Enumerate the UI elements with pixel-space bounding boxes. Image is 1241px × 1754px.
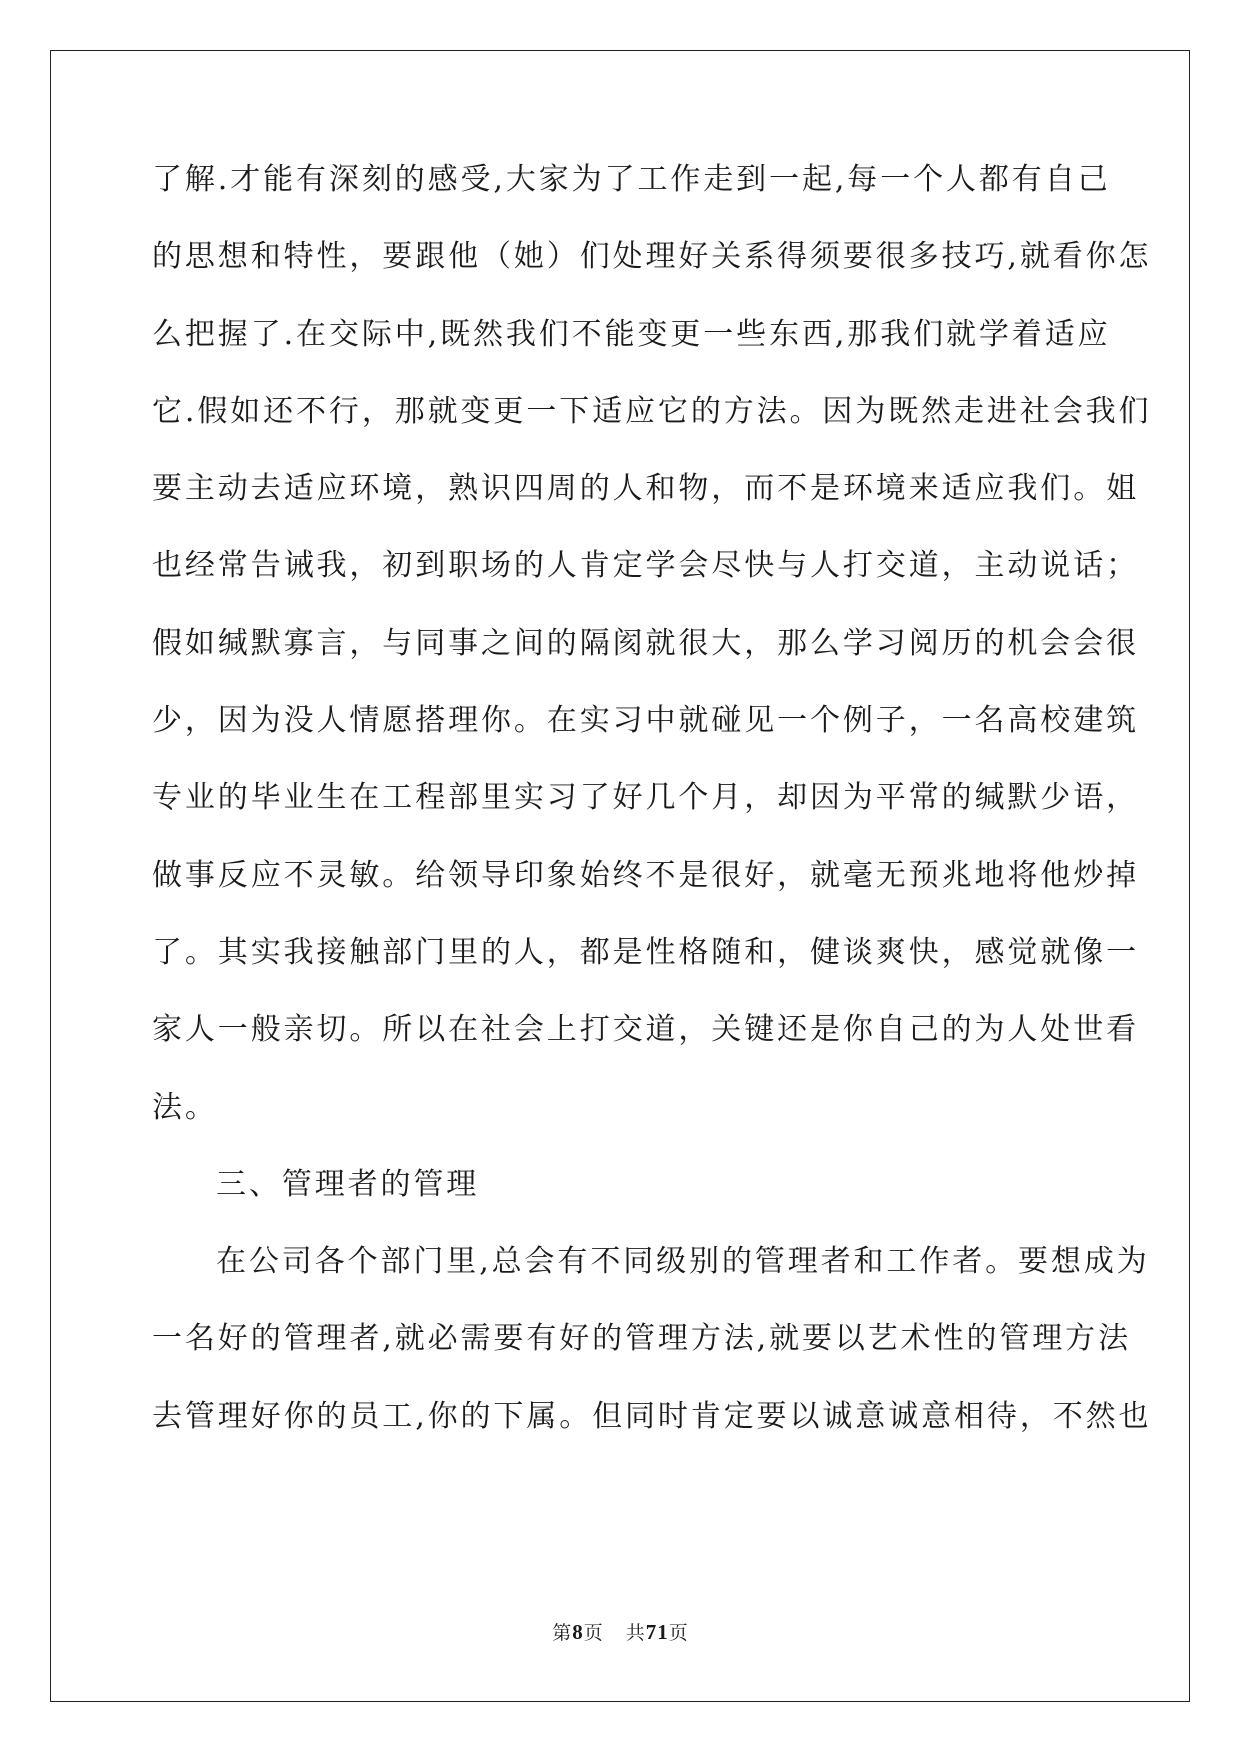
text-line: 法。 — [152, 1089, 218, 1125]
text-line: 了解.才能有深刻的感受,大家为了工作走到一起,每一个人都有自己 — [152, 162, 1111, 197]
text-line: 在公司各个部门里,总会有不同级别的管理者和工作者。要想成为 — [216, 1244, 1150, 1280]
text-line: 去管理好你的员工,你的下属。但同时肯定要以诚意诚意相待，不然也 — [152, 1398, 1152, 1434]
page-number: 8 — [572, 1620, 584, 1644]
text-line: 一名好的管理者,就必需要有好的管理方法,就要以艺术性的管理方法 — [152, 1321, 1131, 1357]
page-footer — [0, 1618, 1241, 1645]
text-line: 做事反应不灵敏。给领导印象始终不是很好，就毫无预兆地将他炒掉 — [152, 857, 1139, 893]
section-heading: 三、管理者的管理 — [216, 1166, 480, 1202]
text-line: 要主动去适应环境，熟识四周的人和物，而不是环境来适应我们。姐 — [152, 471, 1139, 507]
page-prefix: 第 — [552, 1622, 573, 1644]
text-line: 也经常告诫我，初到职场的人肯定学会尽快与人打交道，主动说话； — [152, 548, 1139, 584]
total-prefix: 共 — [625, 1622, 646, 1644]
text-line: 的思想和特性，要跟他（她）们处理好关系得须要很多技巧,就看你怎 — [152, 239, 1152, 275]
text-line: 了。其实我接触部门里的人，都是性格随和，健谈爽快，感觉就像一 — [152, 934, 1139, 970]
text-line: 家人一般亲切。所以在社会上打交道，关键还是你自己的为人处世看 — [152, 1012, 1139, 1048]
text-line: 假如缄默寡言，与同事之间的隔阂就很大，那么学习阅历的机会会很 — [152, 625, 1139, 661]
document-body — [152, 162, 1152, 1478]
text-line: 么把握了.在交际中,既然我们不能变更一些东西,那我们就学着适应 — [152, 316, 1111, 352]
total-suffix: 页 — [668, 1622, 689, 1644]
total-pages: 71 — [645, 1620, 669, 1644]
text-line: 专业的毕业生在工程部里实习了好几个月，却因为平常的缄默少语， — [152, 780, 1139, 816]
text-line: 它.假如还不行，那就变更一下适应它的方法。因为既然走进社会我们 — [152, 393, 1152, 429]
text-line: 少，因为没人情愿搭理你。在实习中就碰见一个例子，一名高校建筑 — [152, 703, 1139, 739]
page-suffix: 页 — [583, 1622, 604, 1644]
